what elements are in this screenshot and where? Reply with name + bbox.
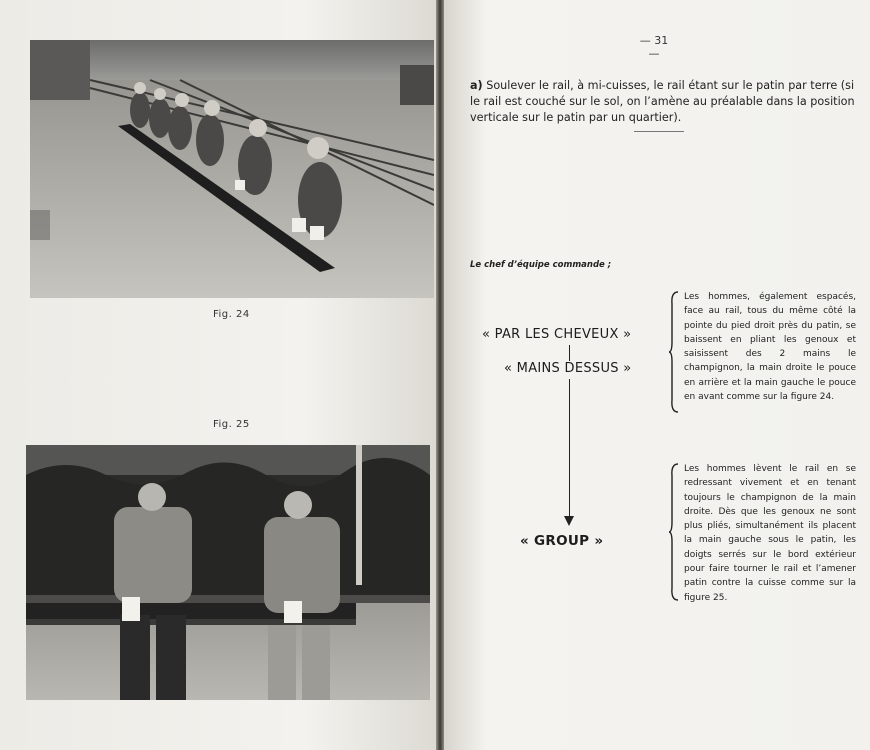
description-2: Les hommes lèvent le rail en se redressant vivement et en tenant toujours le champignon de la main droite. Dès que les genoux ne sont plus pliés, simultanément ils placent la main gauche sous le patin, les doigts serrés sur le bord extérieur pour faire tourner le rail et l’amener patin contre la cuisse comme sur la figure 25.	[684, 464, 856, 603]
intro-paragraph	[470, 78, 858, 126]
section-rule	[634, 131, 684, 132]
figure-24-photo	[30, 40, 434, 298]
intro-text: Soulever le rail, à mi-cuisses, le rail étant sur le patin par terre (si le rail est couché sur le sol, on l’amène au préalable dans la position verticale sur le patin par un quartier).	[470, 79, 855, 124]
description-1: Les hommes, également espacés, face au rail, tous du même côté la pointe du pied droit près du patin, se baissent en pliant les genoux et saisissent des 2 mains le champignon, la main droite le pouce en arrière et la main gauche le pouce en avant comme sur la figure 24.	[684, 292, 856, 403]
left-brace-icon-1	[668, 290, 680, 414]
chef-heading: Le chef d’équipe commande ;	[470, 260, 612, 270]
figure-25-caption: Fig. 25	[213, 419, 250, 430]
command-mains-dessus: « MAINS DESSUS »	[504, 361, 632, 376]
command-group: « GROUP »	[520, 533, 604, 549]
arrow-down-icon	[564, 516, 574, 526]
book-gutter	[436, 0, 444, 750]
command-par-les-cheveux: « PAR LES CHEVEUX »	[482, 327, 632, 342]
connector-line-2	[569, 379, 570, 517]
left-brace-icon-2	[668, 462, 680, 602]
right-page	[444, 0, 870, 750]
page-number: — 31 —	[639, 34, 669, 60]
figure-24-caption: Fig. 24	[213, 309, 250, 320]
figure-25-photo	[26, 445, 430, 700]
connector-line-1	[569, 345, 570, 361]
intro-label: a)	[470, 79, 483, 92]
